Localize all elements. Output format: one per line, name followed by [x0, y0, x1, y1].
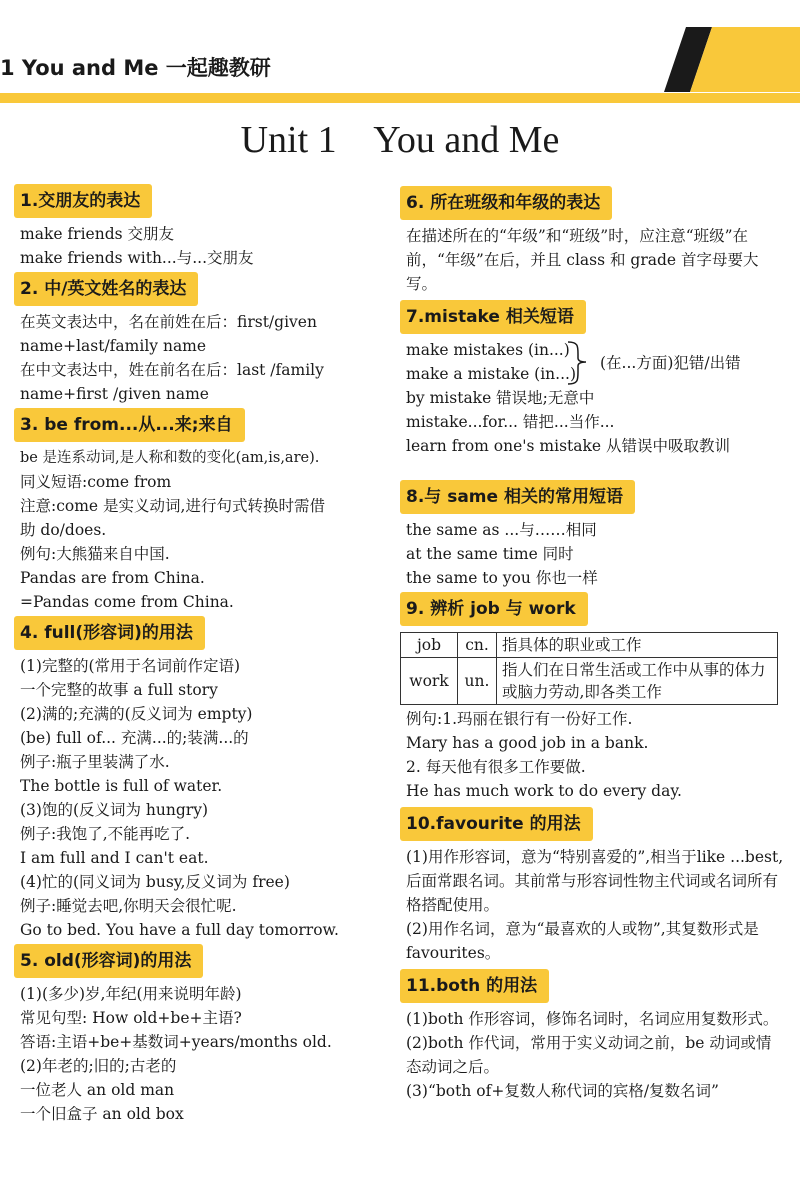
- table-cell: un.: [458, 658, 497, 705]
- section-body: [400, 514, 784, 590]
- section-9: [400, 592, 784, 803]
- section-7: [400, 300, 784, 458]
- text-line: Go to bed. You have a full day tomorrow.: [20, 921, 339, 939]
- text-line: be 是连系动词,是人称和数的变化(am,is,are).: [20, 450, 320, 466]
- section-body: [400, 334, 784, 458]
- text-line: 2. 每天他有很多工作要做.: [406, 758, 586, 776]
- section-heading: 8.与 same 相关的常用短语: [400, 480, 635, 514]
- section-8: [400, 480, 784, 590]
- text-line: learn from one's mistake 从错误中吸取教训: [406, 437, 730, 455]
- paragraph: 在描述所在的“年级”和“班级”时，应注意“班级”在前，“年级”在后，并且 class 和 grade 首字母要大写。: [406, 227, 759, 293]
- text-line: 助 do/does.: [20, 521, 107, 539]
- text-line: I am full and I can't eat.: [20, 849, 209, 867]
- text-line: 同义短语:come from: [20, 473, 172, 491]
- text-line: make friends with...与...交朋友: [20, 249, 254, 267]
- section-heading: 5. old(形容词)的用法: [14, 944, 203, 978]
- text-line: make a mistake (in...): [406, 365, 576, 383]
- paragraph: (1)both 作形容词，修饰名词时，名词应用复数形式。: [406, 1010, 779, 1028]
- text-line: Mary has a good job in a bank.: [406, 734, 649, 752]
- section-body: [14, 442, 386, 614]
- table-cell: cn.: [458, 633, 497, 658]
- page-header: [0, 0, 800, 112]
- section-heading: 10.favourite 的用法: [400, 807, 593, 841]
- section-11: [400, 969, 784, 1103]
- text-line: (4)忙的(同义词为 busy,反义词为 free): [20, 873, 290, 891]
- table-row: [401, 633, 778, 658]
- section-heading: 7.mistake 相关短语: [400, 300, 586, 334]
- section-body: [14, 218, 386, 270]
- paragraph: (2)both 作代词，常用于实义动词之前，be 动词或情态动词之后。: [406, 1034, 772, 1076]
- right-column: [400, 186, 784, 1103]
- text-line: the same to you 你也一样: [406, 569, 598, 587]
- text-line: 例句:1.玛丽在银行有一份好工作.: [406, 710, 633, 728]
- text-line: 常见句型: How old+be+主语?: [20, 1009, 242, 1027]
- header-bar: [0, 93, 800, 103]
- section-heading: 9. 辨析 job 与 work: [400, 592, 588, 626]
- section-6: [400, 186, 784, 296]
- section-4: [14, 616, 386, 942]
- text-line: 一个完整的故事 a full story: [20, 681, 218, 699]
- section-heading: 2. 中/英文姓名的表达: [14, 272, 198, 306]
- text-line: name+first /given name: [20, 385, 209, 403]
- text-line: Pandas are from China.: [20, 569, 205, 587]
- text-line: 注意:come 是实义动词,进行句式转换时需借: [20, 497, 325, 515]
- section-heading: 6. 所在班级和年级的表达: [400, 186, 612, 220]
- table-cell: job: [401, 633, 458, 658]
- text-line: 例子:我饱了,不能再吃了.: [20, 825, 191, 843]
- text-line: (2)满的;充满的(反义词为 empty): [20, 705, 253, 723]
- text-line: 例句:大熊猫来自中国.: [20, 545, 170, 563]
- text-line: 答语:主语+be+基数词+years/months old.: [20, 1033, 332, 1051]
- section-body: [400, 707, 784, 803]
- section-body: [14, 978, 386, 1126]
- section-10: [400, 807, 784, 965]
- text-line: 一位老人 an old man: [20, 1081, 175, 1099]
- comparison-table: [400, 632, 778, 705]
- text-line: the same as ...与……相同: [406, 521, 597, 539]
- section-heading: 1.交朋友的表达: [14, 184, 152, 218]
- text-line: The bottle is full of water.: [20, 777, 223, 795]
- section-body: [400, 1003, 784, 1103]
- table-cell: work: [401, 658, 458, 705]
- left-column: [14, 184, 386, 1126]
- text-line: by mistake 错误地;无意中: [406, 389, 595, 407]
- text-line: (1)完整的(常用于名词前作定语): [20, 657, 241, 675]
- brace-icon: [564, 338, 594, 386]
- section-body: [14, 306, 386, 406]
- text-line: mistake...for... 错把...当作...: [406, 413, 615, 431]
- text-line: make friends 交朋友: [20, 225, 174, 243]
- section-3: [14, 408, 386, 614]
- text-line: 在英文表达中，名在前姓在后：first/given: [20, 313, 317, 331]
- page-title: Unit 1 You and Me: [240, 119, 560, 161]
- section-heading: 4. full(形容词)的用法: [14, 616, 205, 650]
- header-title: 1 You and Me 一起趣教研: [0, 56, 271, 80]
- text-line: (3)饱的(反义词为 hungry): [20, 801, 209, 819]
- text-line: (be) full of... 充满...的;装满...的: [20, 729, 249, 747]
- text-line: 例子:睡觉去吧,你明天会很忙呢.: [20, 897, 237, 915]
- section-body: [400, 841, 784, 965]
- brace-group: [406, 338, 784, 386]
- text-line: 例子:瓶子里装满了水.: [20, 753, 170, 771]
- text-line: (2)年老的;旧的;古老的: [20, 1057, 177, 1075]
- section-body: [400, 220, 784, 296]
- text-line: =Pandas come from China.: [20, 593, 234, 611]
- text-line: make mistakes (in...): [406, 341, 570, 359]
- brace-meaning: (在...方面)犯错/出错: [600, 354, 741, 372]
- paragraph: (1)用作形容词，意为“特别喜爱的”,相当于like ...best,后面常跟名词。其前常与形容词性物主代词或名词所有格搭配使用。: [406, 848, 784, 914]
- table-cell: 指人们在日常生活或工作中从事的体力或脑力劳动,即各类工作: [497, 658, 778, 705]
- table-row: [401, 658, 778, 705]
- paragraph: (2)用作名词，意为“最喜欢的人或物”,其复数形式是 favourites。: [406, 920, 759, 962]
- text-line: 在中文表达中，姓在前名在后：last /family: [20, 361, 324, 379]
- section-heading: 3. be from...从...来;来自: [14, 408, 245, 442]
- section-1: [14, 184, 386, 270]
- paragraph: (3)“both of+复数人称代词的宾格/复数名词”: [406, 1082, 719, 1100]
- table-cell: 指具体的职业或工作: [497, 633, 778, 658]
- text-line: (1)(多少)岁,年纪(用来说明年龄): [20, 985, 242, 1003]
- section-heading: 11.both 的用法: [400, 969, 549, 1003]
- section-body: [14, 650, 386, 942]
- text-line: name+last/family name: [20, 337, 207, 355]
- section-5: [14, 944, 386, 1126]
- text-line: 一个旧盒子 an old box: [20, 1105, 184, 1123]
- section-2: [14, 272, 386, 406]
- text-line: at the same time 同时: [406, 545, 574, 563]
- text-line: He has much work to do every day.: [406, 782, 682, 800]
